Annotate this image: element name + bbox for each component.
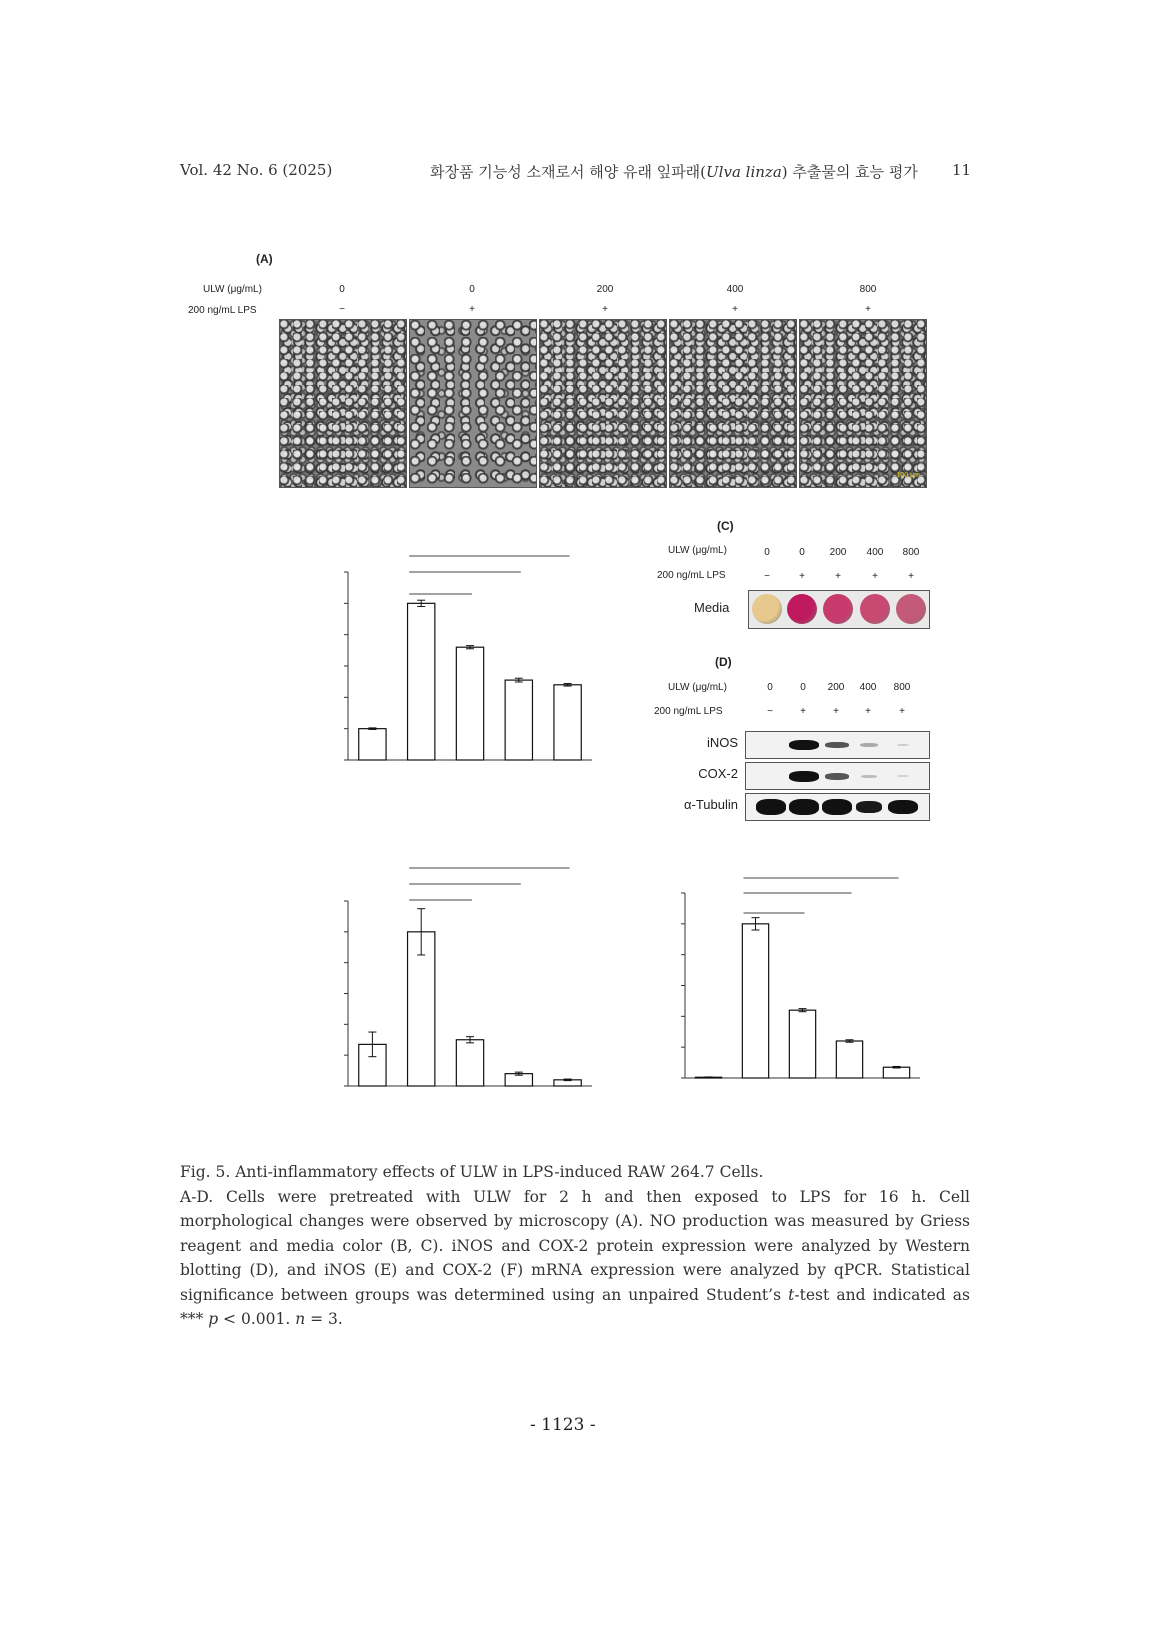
panel-d-dose-0: 0 — [767, 682, 773, 693]
chart-b — [240, 528, 610, 808]
panel-c-lps-label: 200 ng/mL LPS — [657, 570, 726, 581]
micrograph-1 — [279, 319, 407, 488]
panel-a-lps-label: 200 ng/mL LPS — [188, 305, 257, 316]
blot-band-2-0 — [756, 799, 786, 815]
footer-page: - 1123 - — [530, 1415, 596, 1435]
panel-a-dose-3: 400 — [726, 284, 744, 295]
caption-line-6a: *** — [180, 1310, 209, 1328]
micrograph-4 — [669, 319, 797, 488]
media-well-0 — [752, 594, 782, 624]
caption-line-5a: significance between groups was determined using an unpaired Student’s — [180, 1285, 789, 1304]
bar-1 — [742, 924, 768, 1078]
blot-band-0-1 — [789, 740, 819, 750]
panel-a-lps-4: + — [865, 304, 871, 315]
panel-c-ulw-label: ULW (μg/mL) — [668, 545, 727, 556]
micrograph-2 — [409, 319, 537, 488]
caption-line-5b: t — [788, 1285, 795, 1304]
caption-line-5 — [180, 1283, 970, 1308]
panel-c-dose-3: 400 — [866, 547, 884, 558]
panel-d-lps-1: + — [800, 706, 806, 717]
blot-band-0-3 — [860, 743, 878, 747]
bar-4 — [554, 685, 581, 760]
header-volume: Vol. 42 No. 6 (2025) — [180, 161, 333, 179]
media-well-4 — [896, 594, 926, 624]
panel-a-dose-2: 200 — [596, 284, 614, 295]
micrograph-3 — [539, 319, 667, 488]
header-title-pre: 화장품 기능성 소재로서 해양 유래 잎파래( — [430, 163, 707, 181]
panel-d-dose-1: 0 — [800, 682, 806, 693]
blot-band-2-2 — [822, 799, 852, 815]
blot-band-0-2 — [825, 742, 849, 748]
panel-c-lps-4: + — [908, 571, 914, 582]
panel-a-lps-2: + — [602, 304, 608, 315]
bar-4 — [883, 1067, 909, 1078]
blot-strip-1 — [745, 762, 930, 790]
bar-2 — [789, 1010, 815, 1078]
bar-3 — [836, 1041, 862, 1078]
panel-d-lps-0: − — [767, 706, 773, 717]
caption-line-6 — [180, 1307, 970, 1332]
panel-a-dose-4: 800 — [859, 284, 877, 295]
panel-d-lps-label: 200 ng/mL LPS — [654, 706, 723, 717]
caption-line-2: morphological changes were observed by microscopy (A). NO production was measured by Griess — [180, 1212, 970, 1230]
caption-line-3: reagent and media color (B, C). iNOS and COX-2 protein expression were analyzed by Western — [180, 1236, 970, 1255]
blot-strip-2 — [745, 793, 930, 821]
panel-d-ulw-label: ULW (μg/mL) — [668, 682, 727, 693]
panel-c-lps-1: + — [799, 571, 805, 582]
caption-line-6d: n — [295, 1310, 306, 1328]
panel-c-dose-1: 0 — [799, 547, 805, 558]
caption-line-6b: p — [208, 1310, 219, 1328]
panel-a-dose-1: 0 — [469, 284, 475, 295]
panel-c-dose-2: 200 — [829, 547, 847, 558]
media-well-2 — [823, 594, 853, 624]
caption-line-1: A-D. Cells were pretreated with ULW for 2 h and then exposed to LPS for 16 h. Cell — [180, 1187, 970, 1206]
panel-d-dose-4: 800 — [893, 682, 911, 693]
panel-d-lps-2: + — [833, 706, 839, 717]
header-title-post: ) 추출물의 효능 평가 — [781, 163, 918, 181]
micrograph-5 — [799, 319, 927, 488]
panel-c-media-label: Media — [694, 600, 730, 615]
panel-d-lps-3: + — [865, 706, 871, 717]
panel-a-lps-1: + — [469, 304, 475, 315]
blot-band-1-2 — [825, 773, 849, 780]
bar-0 — [359, 729, 386, 760]
caption-line-6c: < 0.001. — [218, 1310, 296, 1328]
panel-a-lps-3: + — [732, 304, 738, 315]
panel-c-letter: (C) — [717, 519, 734, 533]
blot-band-1-3 — [861, 775, 877, 778]
figure-caption — [180, 1160, 970, 1332]
chart-e — [240, 855, 610, 1135]
caption-title: Fig. 5. Anti-inflammatory effects of ULW in LPS-induced RAW 264.7 Cells. — [180, 1163, 764, 1181]
panel-d-letter: (D) — [715, 655, 732, 669]
bar-1 — [408, 603, 435, 760]
panel-d-dose-3: 400 — [859, 682, 877, 693]
panel-a-lps-0: − — [339, 304, 345, 315]
header-page-number: 11 — [952, 161, 972, 179]
panel-d-lps-4: + — [899, 706, 905, 717]
panel-c-lps-0: − — [764, 571, 770, 582]
panel-a-ulw-label: ULW (μg/mL) — [203, 284, 262, 295]
bar-2 — [456, 647, 483, 760]
header-title-species: Ulva linza — [706, 163, 782, 181]
blot-band-1-4 — [897, 775, 909, 777]
media-color-strip — [748, 590, 930, 629]
blot-label-2: α-Tubulin — [684, 797, 738, 812]
caption-line-6e: = 3. — [305, 1310, 343, 1328]
blot-label-1: COX-2 — [698, 766, 738, 781]
caption-line-4: blotting (D), and iNOS (E) and COX-2 (F) mRNA expression were analyzed by qPCR. Statistical — [180, 1261, 970, 1279]
caption-line-5c: -test and indicated as — [794, 1285, 971, 1304]
panel-c-lps-2: + — [835, 571, 841, 582]
media-well-3 — [860, 594, 890, 624]
panel-c-dose-4: 800 — [902, 547, 920, 558]
blot-band-0-4 — [897, 744, 909, 746]
scale-bar-label: 100 μm — [896, 472, 920, 479]
blot-label-0: iNOS — [706, 735, 738, 750]
bar-3 — [505, 680, 532, 760]
media-well-1 — [787, 594, 817, 624]
panel-a-dose-0: 0 — [339, 284, 345, 295]
blot-strip-0 — [745, 731, 930, 759]
panel-d-dose-2: 200 — [827, 682, 845, 693]
panel-c-dose-0: 0 — [764, 547, 770, 558]
panel-c-lps-3: + — [872, 571, 878, 582]
blot-band-2-4 — [888, 800, 918, 814]
blot-band-2-1 — [789, 799, 819, 815]
bar-2 — [456, 1040, 483, 1086]
panel-a-letter: (A) — [256, 252, 273, 266]
chart-f — [595, 850, 940, 1135]
blot-band-2-3 — [856, 801, 882, 813]
blot-band-1-1 — [789, 771, 819, 782]
header-title — [430, 161, 918, 182]
